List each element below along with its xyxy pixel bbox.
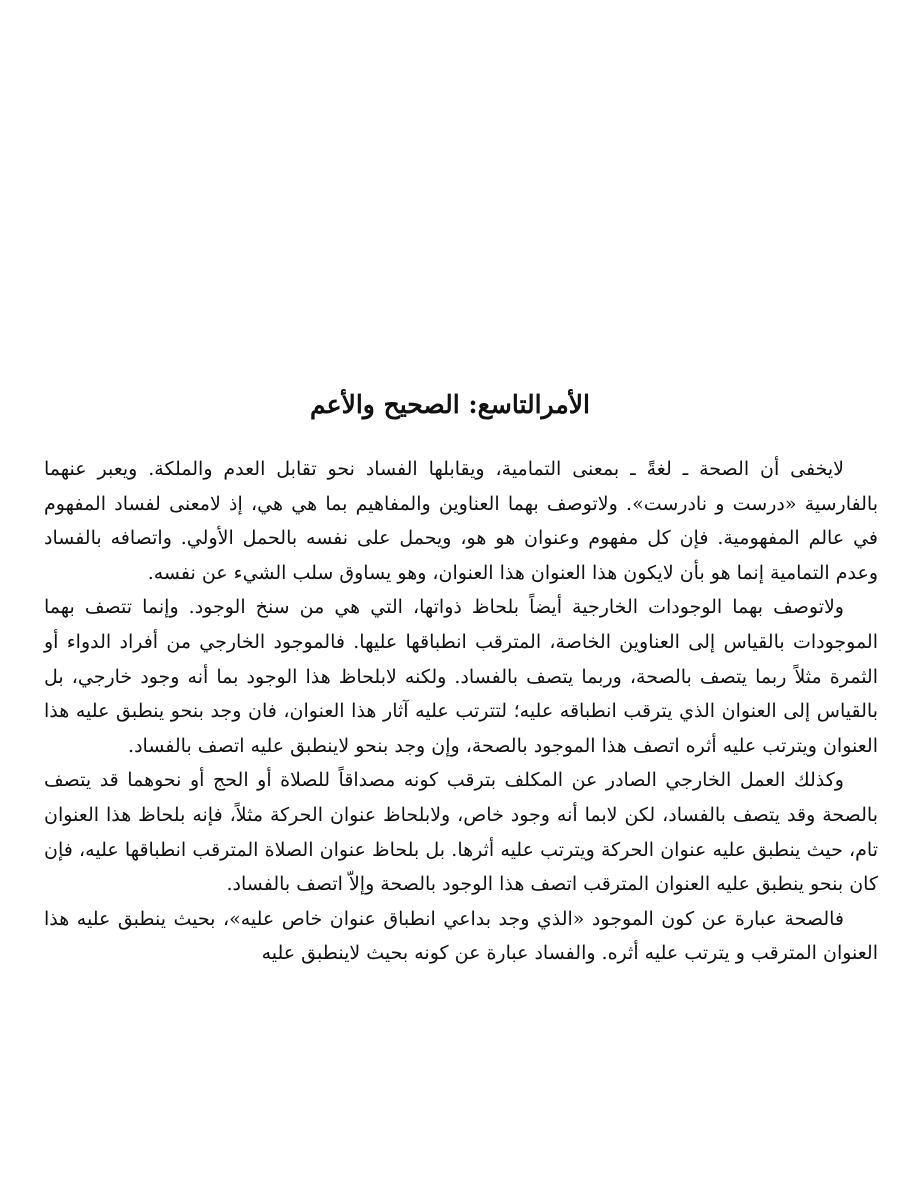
paragraph: ولاتوصف بهما الوجودات الخارجية أيضاً بلحاظ ذواتها، التي هي من سنخ الوجود. وإنما تتصف بهما الموجودات بالقياس إلى العناوين الخاصة، المترقب انطباقها عليها. فالموجود الخارجي من أفراد الدواء أو الثمرة مثلاً ربما يتصف بالصحة، وربما يتصف بالفساد. ولكنه لابلحاظ هذا الوجود بما أنه وجود خارجي، بل بالقياس إلى العنوان الذي يترقب انطباقه عليه؛ لتترتب عليه آثار هذا العنوان، فان وجد بنحو ينطبق عليه هذا العنوان ويترتب عليه أثره اتصف هذا الموجود بالصحة، وإن وجد بنحو لاينطبق عليه اتصف بالفساد. bbox=[44, 596, 878, 757]
paragraph: لايخفى أن الصحة ـ لغةً ـ بمعنى التمامية، ويقابلها الفساد نحو تقابل العدم والملكة. ويعبر عنهما بالفارسية «درست و نادرست». ولاتوصف بهما العناوين والمفاهيم بما هي هي، إذ لامعنى لفساد المفهوم في عالم المفهومية. فإن كل مفهوم وعنوان هو هو، ويحمل على نفسه بالحمل الأولي. واتصافه بالفساد وعدم التمامية إنما هو بأن لايكون هذا العنوان هذا العنوان، وهو يساوق سلب الشيء عن نفسه. bbox=[44, 458, 878, 584]
paragraph: فالصحة عبارة عن كون الموجود «الذي وجد بداعي انطباق عنوان خاص عليه»، بحيث ينطبق عليه هذا العنوان المترقب و يترتب عليه أثره. والفساد عبارة عن كونه بحيث لاينطبق عليه bbox=[44, 907, 878, 965]
section-title: الأمرالتاسع: الصحيح والأعم bbox=[310, 390, 590, 419]
body-text bbox=[44, 452, 878, 971]
paragraph: وكذلك العمل الخارجي الصادر عن المكلف بترقب كونه مصداقاً للصلاة أو الحج أو نحوهما قد يتصف بالصحة وقد يتصف بالفساد، لكن لابما أنه وجود خاص، ولابلحاظ عنوان الحركة مثلاً، فإنه بلحاظ هذا العنوان تام، حيث ينطبق عليه عنوان الحركة ويترتب عليه أثرها. بل بلحاظ عنوان الصلاة المترقب انطباقها عليه، فإن كان بنحو ينطبق عليه العنوان المترقب اتصف هذا الوجود بالصحة وإلاّ اتصف بالفساد. bbox=[44, 769, 878, 896]
